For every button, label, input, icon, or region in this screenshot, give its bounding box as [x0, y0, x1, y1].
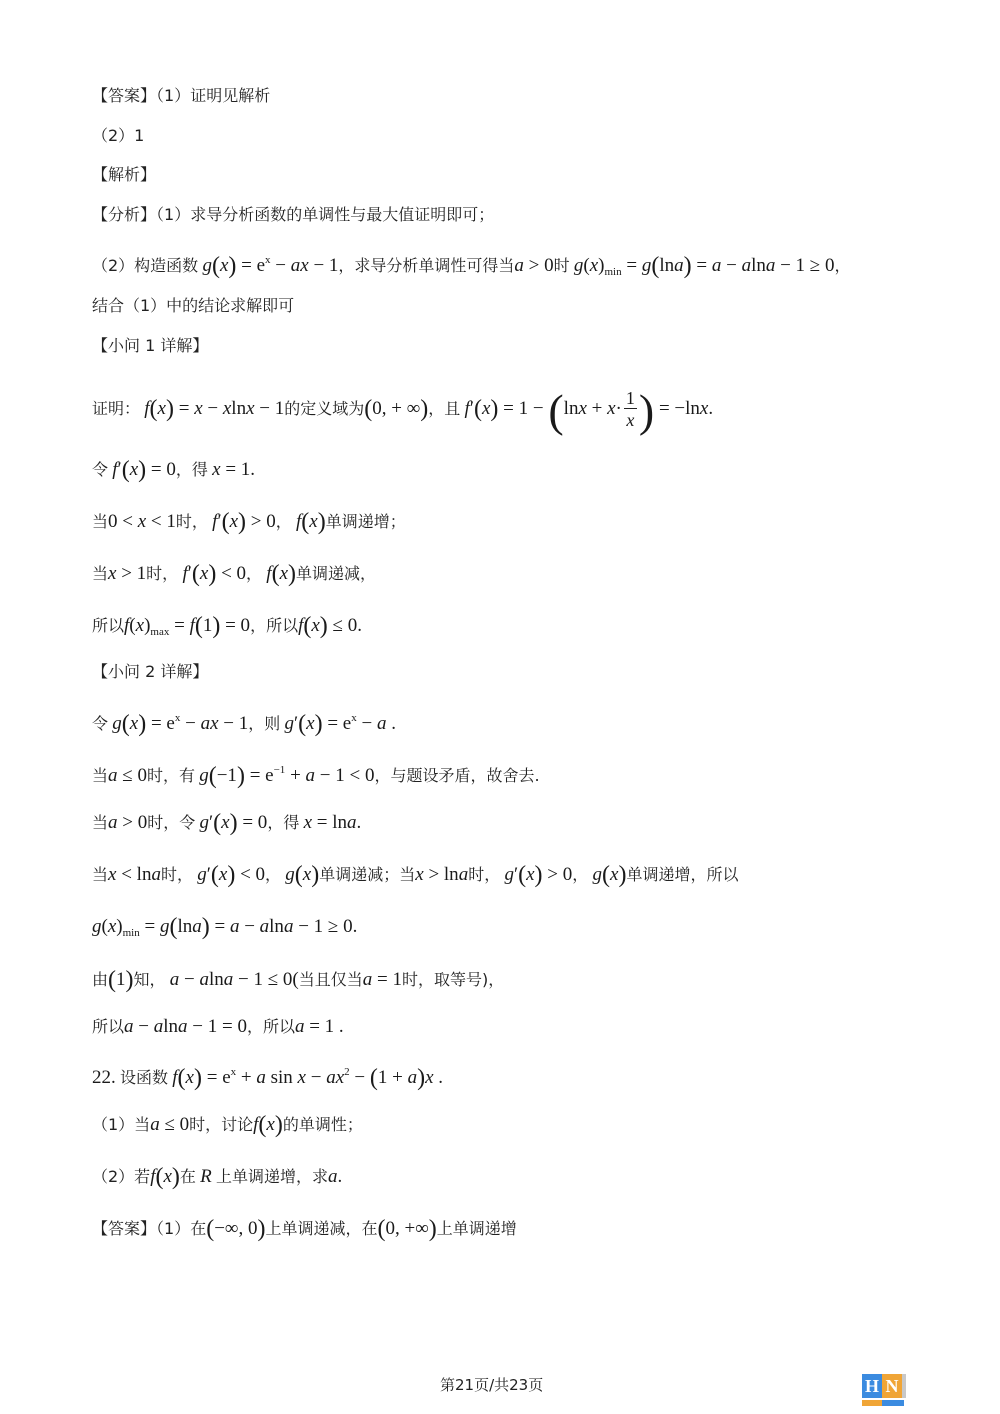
math-expr: (0, +∞) — [377, 1216, 437, 1242]
math-expr: g′(x) < 0 — [197, 862, 266, 888]
logo-letter-n: N — [882, 1374, 902, 1398]
text: ，则 — [248, 714, 281, 733]
text: 时，讨论 — [189, 1115, 254, 1134]
analysis-part-2-cont — [92, 294, 294, 318]
text: 当 — [92, 564, 109, 583]
analysis-heading — [92, 163, 156, 187]
math-expr: $g(x) = e^x$ − ax − 1 — [112, 711, 249, 737]
text: 当 — [92, 813, 109, 832]
math-expr: g′(x) > 0 — [504, 862, 573, 888]
math-expr: f(x) — [296, 509, 326, 535]
math-expr: $g(x)_{min} = g(\ln a) = a - alna - 1 \ge 0$. — [92, 914, 358, 940]
math-expr: a ≤ 0 — [150, 1114, 190, 1135]
text: 知， — [133, 970, 166, 989]
text: 令 — [92, 460, 109, 479]
math-expr: a = 1 . — [294, 1016, 344, 1037]
sub-question-1-label: 【小问 1 详解】 — [92, 336, 209, 355]
step-line — [92, 758, 540, 788]
text: 令 — [92, 714, 109, 733]
text: 在 — [179, 1167, 196, 1186]
question-22-part-2 — [92, 1165, 342, 1189]
hn-logo — [862, 1374, 906, 1406]
text: ， — [275, 512, 292, 531]
math-expr: $f(x)_{max} = f(1) = 0$ — [124, 613, 251, 639]
text: 时， — [160, 865, 193, 884]
text: 单调递增，所以 — [626, 865, 739, 884]
answer-line-1 — [92, 84, 270, 108]
answer-text-2: （2）1 — [92, 126, 145, 145]
logo-book-edge — [902, 1374, 906, 1398]
step-line — [92, 562, 376, 586]
math-expr: $g'(x) = e^x - a$ . — [284, 711, 396, 737]
text: 时 — [553, 256, 570, 275]
math-expr: a — [328, 1166, 338, 1187]
text: 的单调性； — [282, 1115, 363, 1134]
text: 单调递增； — [325, 512, 406, 531]
text: （2）构造函数 — [92, 256, 199, 275]
answer-text: （1）证明见解析 — [156, 86, 271, 105]
math-expr: a − alna − 1 = 0 — [124, 1016, 247, 1037]
text: ， — [246, 564, 263, 583]
text: 时， — [468, 865, 501, 884]
math-expr: f′(x) > 0 — [212, 509, 276, 535]
page-number: 第21页/共23页 — [440, 1376, 544, 1394]
question-22-answer — [92, 1217, 517, 1241]
analysis-part-1 — [92, 203, 494, 227]
step-line — [92, 915, 357, 945]
math-expr: f′(x) < 0 — [182, 561, 247, 587]
fenxi-label: 【分析】 — [92, 205, 157, 224]
text: ，求导分析单调性可得当 — [338, 256, 515, 275]
proof-line — [92, 384, 714, 436]
text: . — [337, 1166, 343, 1187]
step-line — [92, 1015, 344, 1039]
math-expr: a = 1 — [362, 969, 402, 990]
sub-question-1-heading — [92, 334, 208, 358]
math-expr: f(x) = x − xlnx − 1 — [144, 395, 285, 422]
text: 上单调递增 — [436, 1219, 517, 1238]
math-expr: g′(x) = 0 — [199, 810, 268, 836]
math-expr: f′(x) = 0 — [112, 457, 176, 483]
sub-question-2-label: 【小问 2 详解】 — [92, 662, 209, 681]
math-expr: x > 1 — [108, 563, 147, 584]
text: 由 — [92, 970, 109, 989]
math-expr: g(x) — [592, 862, 627, 888]
answer-label: 【答案】 — [92, 86, 157, 105]
fenxi-text: （1）求导分析函数的单调性与最大值证明即可； — [156, 205, 495, 224]
text: ，所以 — [246, 1017, 295, 1036]
answer-label: 【答案】 — [92, 1219, 157, 1238]
math-expr: x > lna — [415, 864, 469, 885]
logo-bar-blue — [882, 1400, 904, 1406]
step-line — [92, 811, 361, 835]
sub-question-2-heading — [92, 660, 208, 684]
question-22-stem — [92, 1060, 443, 1090]
text: ，得 — [175, 460, 208, 479]
text: ， — [572, 865, 589, 884]
math-expr: a ≤ 0 — [108, 765, 147, 786]
step-line — [92, 510, 406, 534]
text: ，且 — [428, 398, 461, 418]
text: 单调递减；当 — [319, 865, 416, 884]
text: 结合（1）中的结论求解即可 — [92, 296, 295, 315]
text: （2）若 — [92, 1167, 151, 1186]
step-line — [92, 614, 362, 644]
math-expr: x < lna — [108, 864, 161, 885]
text: 的定义域为 — [284, 398, 365, 418]
math-expr: $g(x) = e^x$ − ax − 1 — [202, 253, 339, 279]
math-expr: (0, + ∞) — [364, 395, 429, 422]
text: ， — [265, 865, 282, 884]
math-expr: g(x) — [285, 862, 320, 888]
text: 当且仅当 — [298, 970, 363, 989]
math-expr: (1) — [108, 967, 134, 993]
math-expr: a > 0 — [108, 812, 148, 833]
text: 时， — [175, 512, 208, 531]
text: 设函数 — [120, 1068, 169, 1087]
text: 上单调递减，在 — [265, 1219, 378, 1238]
math-expr: f(x) — [150, 1164, 180, 1190]
math-expr: $g(x)_{min} = g(\ln a) = a - alna - 1 \ge 0$ — [573, 253, 835, 279]
math-expr: x = 1. — [212, 459, 256, 480]
analysis-part-2 — [92, 248, 851, 284]
math-expr: a − alna − 1 ≤ 0( — [169, 969, 299, 990]
math-expr: (−∞, 0) — [206, 1216, 266, 1242]
math-expr: x = lna. — [303, 812, 362, 833]
analysis-label: 【解析】 — [92, 165, 157, 184]
text: ， — [834, 256, 851, 275]
step-line — [92, 863, 738, 887]
question-22-part-1 — [92, 1113, 363, 1137]
text: 当 — [92, 865, 109, 884]
math-expr: 0 < x < 1 — [108, 511, 176, 532]
text: ，与题设矛盾，故舍去. — [374, 766, 540, 785]
text: 时，取等号)， — [402, 970, 505, 989]
step-line — [92, 706, 396, 736]
text: 所以 — [92, 616, 125, 635]
logo-letter-h: H — [862, 1374, 882, 1398]
text: 当 — [92, 512, 109, 531]
math-expr: f(x) — [253, 1112, 283, 1138]
step-line — [92, 458, 255, 482]
text: 时， — [146, 564, 179, 583]
text: ，得 — [267, 813, 300, 832]
math-expr: $f(x) = e^x + a$ $\sin x - ax^2 - (1 + a)x$ . — [172, 1065, 444, 1091]
step-line — [92, 968, 504, 992]
text: 当 — [92, 766, 109, 785]
text: 时，令 — [147, 813, 196, 832]
answer-line-2 — [92, 124, 144, 148]
math-expr: f′(x) = 1 − (lnx + x· $\frac{1}{x}$ ) = −lnx. — [464, 384, 714, 436]
math-expr: a > 0 — [514, 255, 554, 276]
math-expr: R — [200, 1166, 212, 1187]
text: （1）在 — [156, 1219, 207, 1238]
text: ，所以 — [250, 616, 299, 635]
text: 单调递减， — [296, 564, 377, 583]
text: 证明： — [92, 398, 141, 418]
question-number: 22. — [92, 1067, 116, 1088]
math-expr: f(x) ≤ 0. — [298, 613, 362, 639]
logo-bar-orange — [862, 1400, 882, 1406]
text: （1）当 — [92, 1115, 151, 1134]
text: 时，有 — [146, 766, 195, 785]
text: 上单调递增，求 — [216, 1167, 329, 1186]
math-expr: $g(-1) = e^{-1} + a - 1 < 0$ — [199, 763, 375, 789]
math-expr: f(x) — [266, 561, 297, 587]
text: 所以 — [92, 1017, 125, 1036]
